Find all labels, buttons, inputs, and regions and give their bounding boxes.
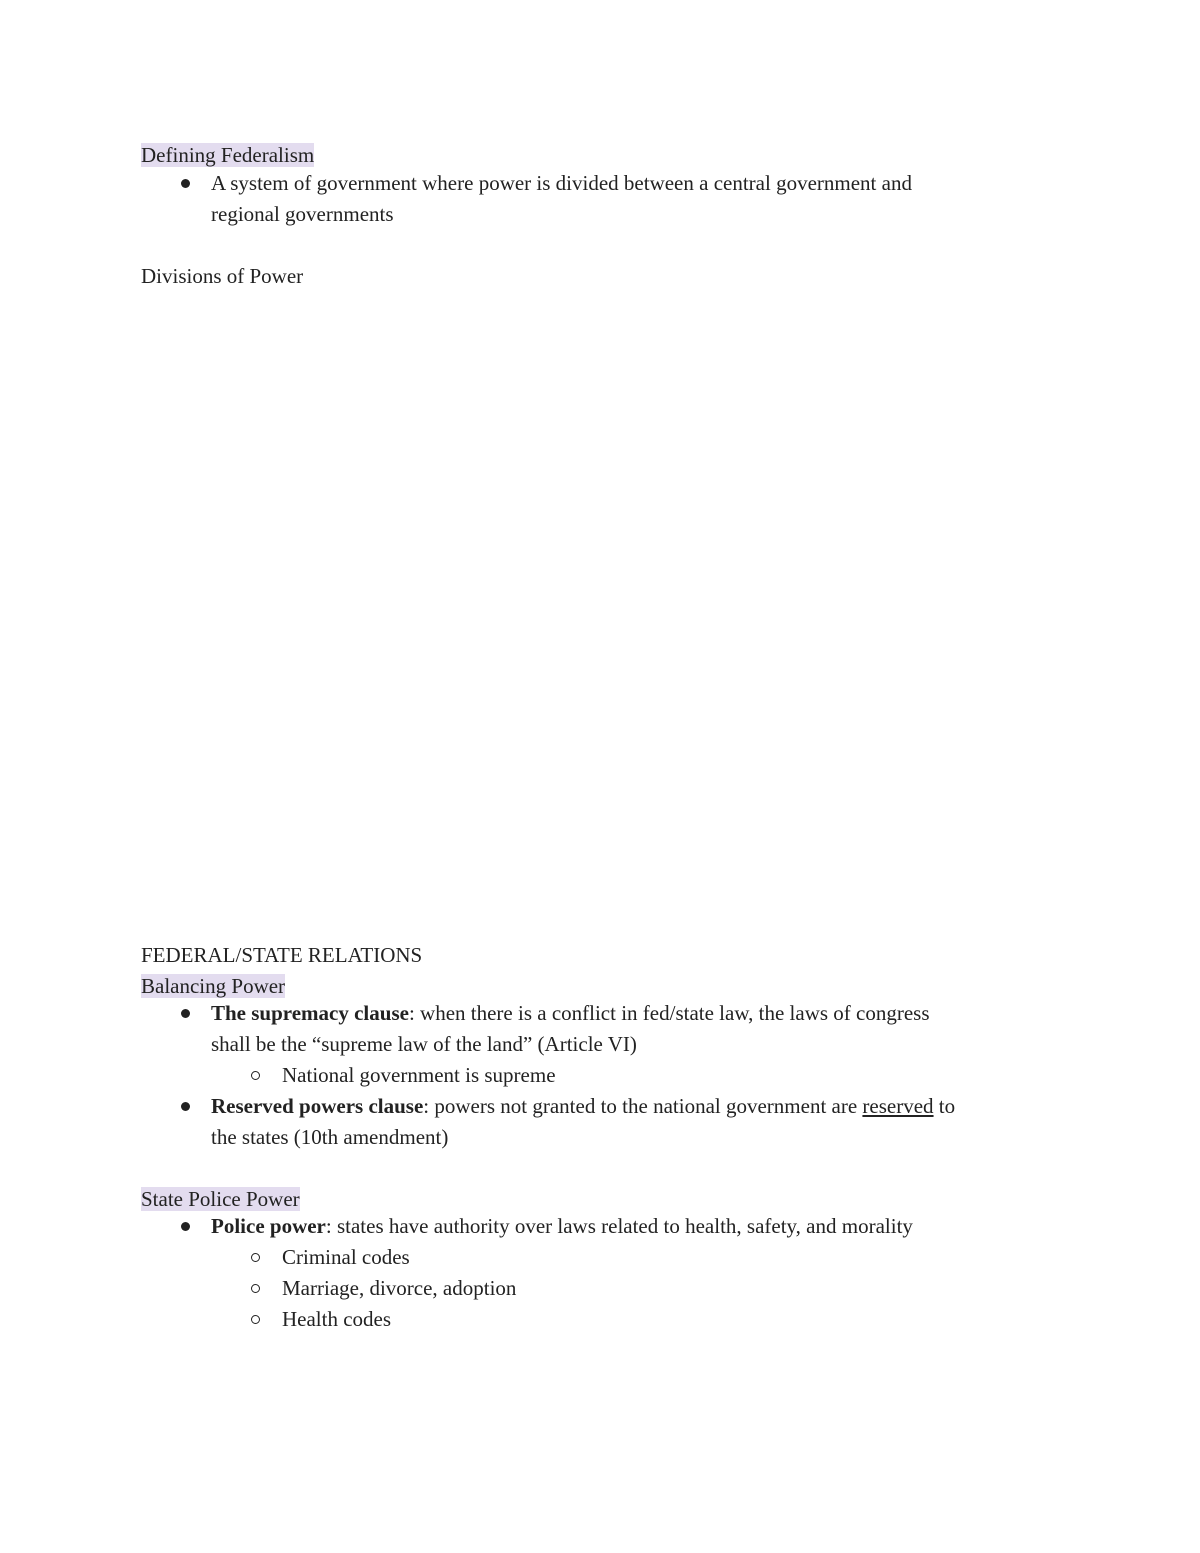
reserved-powers-term: Reserved powers clause (211, 1094, 424, 1118)
supremacy-sub-item: National government is supreme (282, 1063, 556, 1087)
hollow-bullet-icon (251, 1071, 260, 1080)
reserved-powers-line2: the states (10th amendment) (211, 1125, 449, 1149)
heading-state-police-power: State Police Power (141, 1187, 300, 1211)
police-power-term: Police power (211, 1214, 326, 1238)
reserved-powers-line1: Reserved powers clause: powers not granted to the national government are reserved to (211, 1094, 956, 1118)
bullet-icon (181, 1102, 190, 1111)
supremacy-clause-line1: The supremacy clause: when there is a conflict in fed/state law, the laws of congress (211, 1001, 930, 1025)
police-sub-item-health-codes: Health codes (282, 1307, 392, 1331)
police-sub-item-criminal-codes: Criminal codes (282, 1245, 410, 1269)
title-federal-state-relations: FEDERAL/STATE RELATIONS (141, 943, 423, 967)
supremacy-clause-line2: shall be the “supreme law of the land” (Article VI) (211, 1032, 637, 1056)
reserved-underlined: reserved (862, 1094, 934, 1118)
federalism-definition-line1: A system of government where power is divided between a central government and (211, 171, 912, 195)
hollow-bullet-icon (251, 1315, 260, 1324)
supremacy-clause-term: The supremacy clause (211, 1001, 409, 1025)
police-sub-item-marriage: Marriage, divorce, adoption (282, 1276, 517, 1300)
police-power-line1: Police power: states have authority over laws related to health, safety, and morality (211, 1214, 913, 1238)
federalism-definition-line2: regional governments (211, 202, 394, 226)
bullet-icon (181, 1222, 190, 1231)
bullet-icon (181, 1009, 190, 1018)
hollow-bullet-icon (251, 1253, 260, 1262)
bullet-icon (181, 179, 190, 188)
heading-defining-federalism: Defining Federalism (141, 143, 315, 167)
hollow-bullet-icon (251, 1284, 260, 1293)
heading-divisions-of-power: Divisions of Power (141, 264, 304, 288)
heading-balancing-power: Balancing Power (141, 974, 286, 998)
